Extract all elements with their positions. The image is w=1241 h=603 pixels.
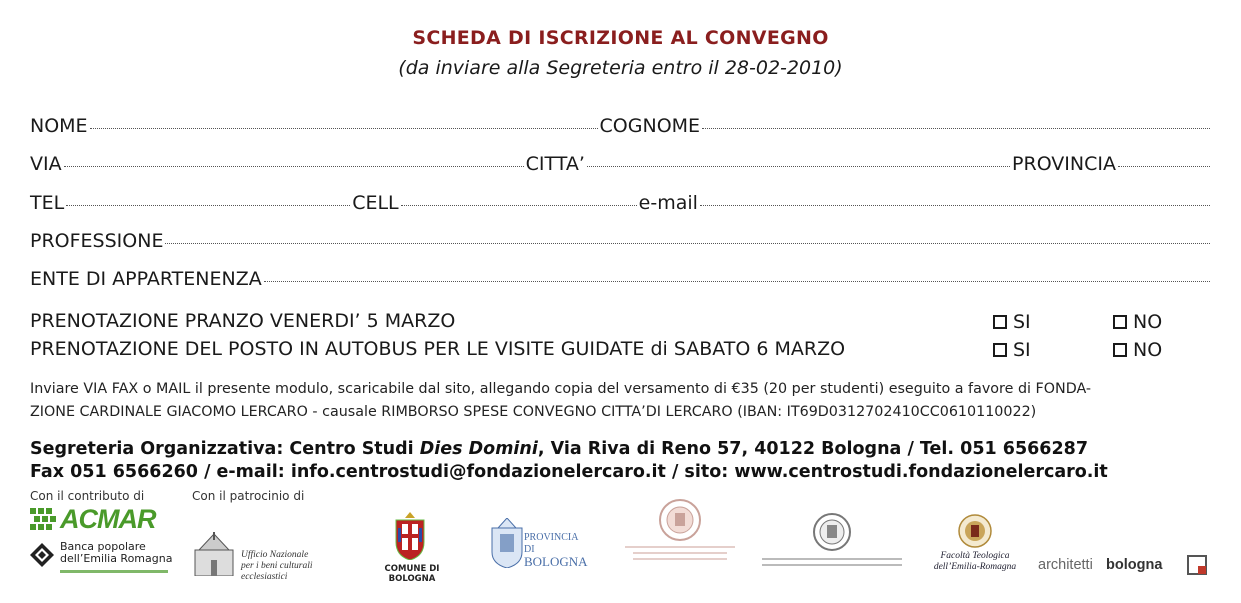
seal-2-text-line bbox=[762, 558, 902, 560]
instructions-line-2: ZIONE CARDINALE GIACOMO LERCARO - causale RIMBORSO SPESE CONVEGNO CITTA’DI LERCARO (IBAN: IT69D0312702410CC0610110022) bbox=[30, 404, 1037, 420]
tel-field[interactable] bbox=[66, 204, 350, 206]
tel-label: TEL bbox=[30, 192, 65, 214]
checkbox-icon[interactable] bbox=[1113, 343, 1127, 357]
ufficio-text bbox=[241, 550, 353, 583]
segreteria-line-2: Fax 051 6566260 / e-mail: info.centrostudi@fondazionelercaro.it / sito: www.centrostudi.fondazionelercaro.it bbox=[30, 462, 1108, 482]
cognome-label: COGNOME bbox=[599, 115, 701, 137]
ufficio-nazionale-logo bbox=[193, 532, 353, 582]
seal-1-text-line bbox=[633, 558, 727, 560]
email-label: e-mail bbox=[638, 192, 698, 214]
contributo-label: Con il contributo di bbox=[30, 489, 145, 503]
cognome-field[interactable] bbox=[702, 127, 1210, 129]
seal-1-text-line bbox=[633, 552, 727, 554]
university-seal-1-logo bbox=[625, 498, 735, 576]
ufficio-line-2: per i beni culturali ecclesiastici bbox=[241, 561, 313, 582]
seal-icon bbox=[658, 498, 702, 542]
professione-label: PROFESSIONE bbox=[30, 230, 164, 252]
comune-bologna-logo bbox=[362, 512, 462, 584]
university-seal-2-logo bbox=[762, 512, 902, 576]
checkbox-icon[interactable] bbox=[993, 343, 1007, 357]
si-label: SI bbox=[1013, 339, 1031, 361]
facolta-seal-icon bbox=[958, 514, 992, 548]
row-professione bbox=[30, 230, 1212, 252]
cell-label: CELL bbox=[352, 192, 399, 214]
pranzo-label: PRENOTAZIONE PRANZO VENERDI’ 5 MARZO bbox=[30, 310, 456, 332]
banca-underline bbox=[60, 570, 168, 573]
instructions-line-1: Inviare VIA FAX o MAIL il presente modulo, scaricabile dal sito, allegando copia del versamento di €35 (20 per studenti) eseguito a favore di FONDA- bbox=[30, 381, 1092, 397]
autobus-si-option[interactable] bbox=[993, 339, 1031, 361]
architetti-word: architetti bbox=[1038, 557, 1093, 573]
segreteria-suffix: , Via Riva di Reno 57, 40122 Bologna / Tel. 051 6566287 bbox=[537, 439, 1089, 459]
no-label: NO bbox=[1133, 339, 1163, 361]
architetti-bologna-logo bbox=[1038, 554, 1213, 578]
no-label: NO bbox=[1133, 311, 1163, 333]
acmar-mark-icon bbox=[30, 508, 58, 534]
provincia-bologna-logo bbox=[490, 518, 590, 576]
nome-label: NOME bbox=[30, 115, 88, 137]
bologna-word: bologna bbox=[1106, 557, 1163, 573]
professione-field[interactable] bbox=[165, 242, 1210, 244]
checkbox-icon[interactable] bbox=[1113, 315, 1127, 329]
citta-label: CITTA’ bbox=[525, 153, 585, 175]
acmar-wordmark: ACMAR bbox=[60, 504, 156, 534]
patrocinio-label: Con il patrocinio di bbox=[192, 489, 305, 503]
banca-popolare-logo bbox=[30, 541, 175, 579]
provincia-field[interactable] bbox=[1118, 165, 1210, 167]
email-field[interactable] bbox=[700, 204, 1210, 206]
provincia-line-2: BOLOGNA bbox=[524, 554, 588, 569]
provincia-crest-icon bbox=[490, 518, 524, 568]
row-name bbox=[30, 115, 1212, 137]
seal-1-text-line bbox=[625, 546, 735, 548]
church-icon bbox=[193, 532, 235, 576]
autobus-no-option[interactable] bbox=[1113, 339, 1162, 361]
form-subtitle: (da inviare alla Segreteria entro il 28-02-2010) bbox=[398, 57, 843, 79]
facolta-line-2: dell’Emilia-Romagna bbox=[933, 562, 1017, 572]
comune-label: COMUNE DI BOLOGNA bbox=[384, 564, 440, 584]
instructions bbox=[30, 378, 1220, 424]
checkbox-icon[interactable] bbox=[993, 315, 1007, 329]
banca-text bbox=[60, 541, 172, 565]
facolta-text bbox=[920, 551, 1030, 573]
ufficio-line-1: Ufficio Nazionale bbox=[241, 550, 309, 560]
row-contacts bbox=[30, 192, 1212, 214]
form-title: SCHEDA DI ISCRIZIONE AL CONVEGNO bbox=[412, 27, 829, 49]
coat-of-arms-icon bbox=[393, 512, 427, 560]
via-label: VIA bbox=[30, 153, 62, 175]
acmar-logo bbox=[30, 506, 170, 536]
segreteria-line-1 bbox=[30, 438, 1088, 461]
ente-field[interactable] bbox=[264, 280, 1210, 282]
banca-line-2: dell’Emilia Romagna bbox=[60, 552, 173, 565]
provincia-label: PROVINCIA bbox=[1012, 153, 1116, 175]
cell-field[interactable] bbox=[401, 204, 637, 206]
nome-field[interactable] bbox=[90, 127, 598, 129]
banca-mark-icon bbox=[30, 543, 54, 567]
si-label: SI bbox=[1013, 311, 1031, 333]
segreteria-italic: Dies Domini bbox=[419, 439, 538, 459]
provincia-line-1: PROVINCIA DI bbox=[524, 532, 578, 555]
pranzo-no-option[interactable] bbox=[1113, 311, 1162, 333]
seal-2-text-line bbox=[762, 564, 902, 566]
banca-line-1: Banca popolare bbox=[60, 540, 146, 553]
row-ente bbox=[30, 268, 1212, 290]
segreteria-prefix: Segreteria Organizzativa: Centro Studi bbox=[30, 439, 420, 459]
citta-field[interactable] bbox=[587, 165, 1010, 167]
via-field[interactable] bbox=[64, 165, 524, 167]
autobus-label: PRENOTAZIONE DEL POSTO IN AUTOBUS PER LE VISITE GUIDATE di SABATO 6 MARZO bbox=[30, 338, 846, 360]
facolta-teologica-logo bbox=[920, 514, 1030, 576]
pranzo-si-option[interactable] bbox=[993, 311, 1031, 333]
seal-icon bbox=[812, 512, 852, 552]
ente-label: ENTE DI APPARTENENZA bbox=[30, 268, 262, 290]
row-address bbox=[30, 153, 1212, 175]
architetti-square-icon bbox=[1187, 555, 1207, 575]
provincia-text bbox=[524, 532, 590, 568]
facolta-line-1: Facoltà Teologica bbox=[940, 551, 1010, 561]
